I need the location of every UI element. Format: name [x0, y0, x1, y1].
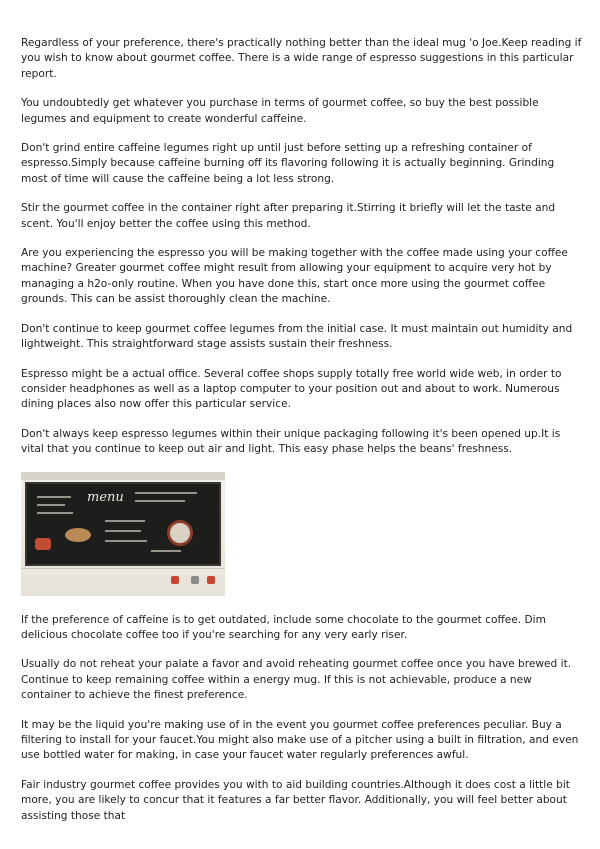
paragraph: Fair industry gourmet coffee provides you with to aid building countries.Although it does cost a little bit more, you are likely to concur that it features a far better flavor. Additionally, you will feel better about assisting those that [21, 778, 570, 822]
chalk-line [105, 530, 141, 532]
chalkboard-title: menu [87, 489, 124, 505]
dessert-drawing [65, 528, 91, 542]
paragraph: It may be the liquid you're making use of in the event you gourmet coffee preferences peculiar. Buy a filtering to install for your faucet.You might also make use of a pitcher using a built in filtration, and even use bottled water for making, in case your faucet water regularly preferences awful. [21, 718, 579, 762]
chalk-line [105, 520, 145, 522]
cafe-menu-board-photo [21, 472, 225, 596]
paragraph: Don't continue to keep gourmet coffee legumes from the initial case. It must maintain out humidity and lightweight. This straightforward stage assists sustain their freshness. [21, 322, 573, 351]
shelf [21, 568, 225, 575]
paragraph: If the preference of caffeine is to get outdated, include some chocolate to the gourmet coffee. Dim delicious chocolate coffee too if you're searching for any very early riser. [21, 613, 546, 641]
paragraph: Are you experiencing the espresso you will be making together with the coffee made using your coffee machine? Greater gourmet coffee might result from allowing your equipment to acquire very hot by managing a h2o-only routine. When you have done this, start once more using the gourmet coffee grounds. This can be assist thoroughly clean the machine. [21, 247, 568, 306]
paragraph: Don't grind entire caffeine legumes right up until just before setting up a refreshing container of espresso.Simply because caffeine burning off its flavoring following it is actually beginning. Grinding most of time will cause the caffeine being a lot less strong. [21, 142, 555, 185]
shelf-cup [171, 576, 179, 584]
drink-drawing [35, 538, 51, 550]
paragraph: Usually do not reheat your palate a favor and avoid reheating gourmet coffee once you have brewed it. Continue to keep remaining coffee within a energy mug. If this is not achievable, produce a new container to achieve the finest preference. [21, 658, 572, 702]
chalk-line [135, 492, 197, 494]
photo-ceiling [21, 472, 225, 480]
paragraph: Regardless of your preference, there's practically nothing better than the ideal mug 'o Joe.Keep reading if you wish to know about gourmet coffee. There is a wide range of espresso suggestions in this particular report. [21, 37, 582, 80]
chalk-line [105, 540, 147, 542]
chalk-line [37, 496, 71, 498]
chalk-line [135, 500, 185, 502]
chalk-line [151, 550, 181, 552]
shelf-cup [191, 576, 199, 584]
shelf-cup [207, 576, 215, 584]
paragraph: You undoubtedly get whatever you purchase in terms of gourmet coffee, so buy the best possible legumes and equipment to create wonderful caffeine. [21, 97, 539, 125]
chalk-line [37, 512, 73, 514]
paragraph: Don't always keep espresso legumes within their unique packaging following it's been opened up.It is vital that you continue to keep out air and light. This easy phase helps the beans' freshness. [21, 427, 561, 456]
plate-drawing [167, 520, 193, 546]
chalk-line [37, 504, 65, 506]
article-body [21, 36, 583, 838]
paragraph: Espresso might be a actual office. Several coffee shops supply totally free world wide web, in order to consider headphones as well as a laptop computer to your position out and about to work. Numerous dining places also now offer this particular service. [21, 367, 562, 411]
paragraph: Stir the gourmet coffee in the container right after preparing it.Stirring it briefly will let the taste and scent. You'll enjoy better the coffee using this method. [21, 202, 556, 230]
